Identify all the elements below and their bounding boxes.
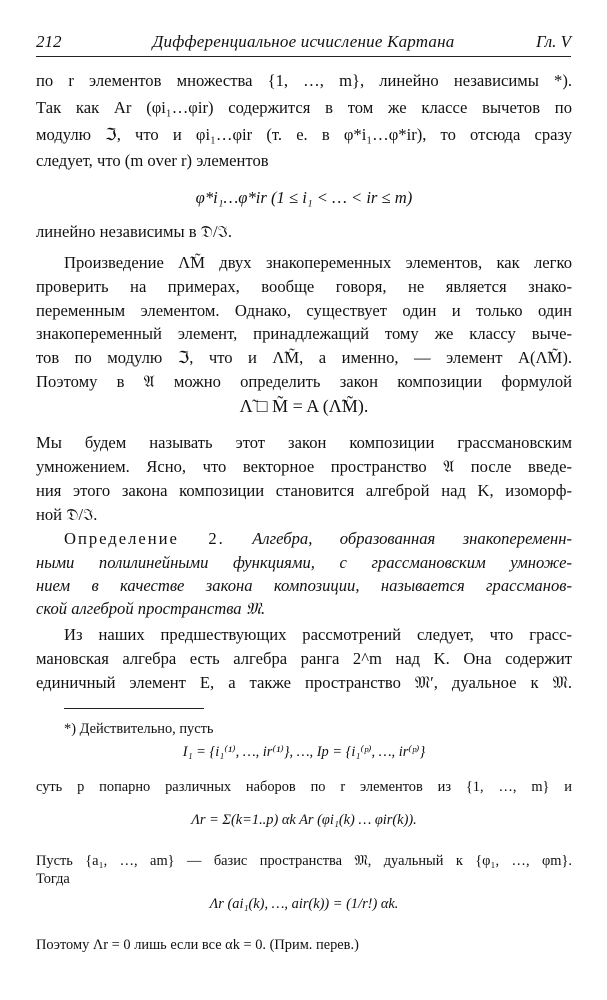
footnote-line: Пусть {a₁, …, am} — базис пространства 𝔐, дуальный к {φ₁, …, φm}. bbox=[36, 853, 572, 869]
body-line: Из наших предшествующих рассмотрений следует, что грасс- bbox=[64, 625, 572, 644]
definition-line: Определение 2. Алгебра, образованная знакопеременн- bbox=[64, 529, 572, 548]
footnote-line: Поэтому Λr = 0 лишь если все αk = 0. (Прим. перев.) bbox=[36, 937, 359, 953]
body-line: переменным элементом. Однако, существует один и только один bbox=[36, 301, 572, 320]
definition-line: нием в качестве закона композиции, называется грассманов- bbox=[36, 576, 572, 595]
body-line: мановская алгебра есть алгебра ранга 2^m над K. Она содержит bbox=[36, 649, 572, 668]
body-line: Поэтому в 𝔄 можно определить закон композиции формулой bbox=[36, 372, 572, 391]
body-line: следует, что (m over r) элементов bbox=[36, 151, 269, 170]
page-number: 212 bbox=[36, 32, 62, 51]
definition-line: ской алгеброй пространства 𝔐. bbox=[36, 599, 266, 618]
formula-phi-star: φ*i₁…φ*ir (1 ≤ i₁ < … < ir ≤ m) bbox=[195, 188, 413, 207]
body-line: Так как Ar (φi₁…φir) содержится в том же классе вычетов по bbox=[36, 98, 572, 117]
body-line: ния этого закона композиции становится алгеброй над K, изоморф- bbox=[36, 481, 572, 500]
chapter-label: Гл. V bbox=[535, 32, 571, 51]
footnote-formula-lambda: Λr = Σ(k=1..p) αk Ar (φi₁(k) … φir(k)). bbox=[191, 812, 417, 828]
footnote-rule bbox=[64, 708, 204, 709]
body-line: модулю ℑ, что и φi₁…φir (т. е. в φ*i₁…φ*ir), то отсюда сразу bbox=[36, 125, 572, 144]
footnote-formula-evaluation: Λr (ai₁(k), …, air(k)) = (1/r!) αk. bbox=[209, 896, 399, 912]
definition-line: ными полилинейными функциями, с грассмановским умноже- bbox=[36, 553, 572, 572]
footnote-line: Тогда bbox=[36, 871, 70, 887]
footnote-formula-sets: I₁ = {i₁⁽¹⁾, …, ir⁽¹⁾}, …, Ip = {i₁⁽ᵖ⁾, …, ir⁽ᵖ⁾} bbox=[182, 744, 426, 760]
body-line: знакопеременный элемент, принадлежащий тому же классу выче- bbox=[36, 324, 572, 343]
footnote-line: суть p попарно различных наборов по r элементов из {1, …, m} и bbox=[36, 779, 572, 795]
running-header bbox=[36, 30, 571, 54]
body-line: единичный элемент E, а также пространство 𝔐′, дуальное к 𝔐. bbox=[36, 673, 572, 692]
body-line: проверить на примерах, вообще говоря, не является знако- bbox=[36, 277, 572, 296]
body-line: ной 𝔇/ℑ. bbox=[36, 505, 98, 524]
running-title: Дифференциальное исчисление Картана bbox=[152, 32, 455, 51]
footnote-line: *) Действительно, пусть bbox=[64, 721, 214, 737]
body-line: линейно независимы в 𝔇/ℑ. bbox=[36, 222, 232, 241]
body-line: по r элементов множества {1, …, m}, линейно независимы *). bbox=[36, 71, 572, 90]
body-line: Произведение Λ̃M̃ двух знакопеременных элементов, как легко bbox=[64, 253, 572, 272]
body-line: Мы будем называть этот закон композиции грассмановским bbox=[36, 433, 572, 452]
formula-grassmann-product: Λ̃ □ M̃ = A (Λ̃M̃). bbox=[239, 396, 369, 416]
header-rule bbox=[36, 56, 571, 57]
body-line: умножением. Ясно, что векторное пространство 𝔄 после введе- bbox=[36, 457, 572, 476]
body-line: тов по модулю ℑ, что и Λ̃M̃, а именно, — элемент A(Λ̃M̃). bbox=[36, 348, 572, 367]
